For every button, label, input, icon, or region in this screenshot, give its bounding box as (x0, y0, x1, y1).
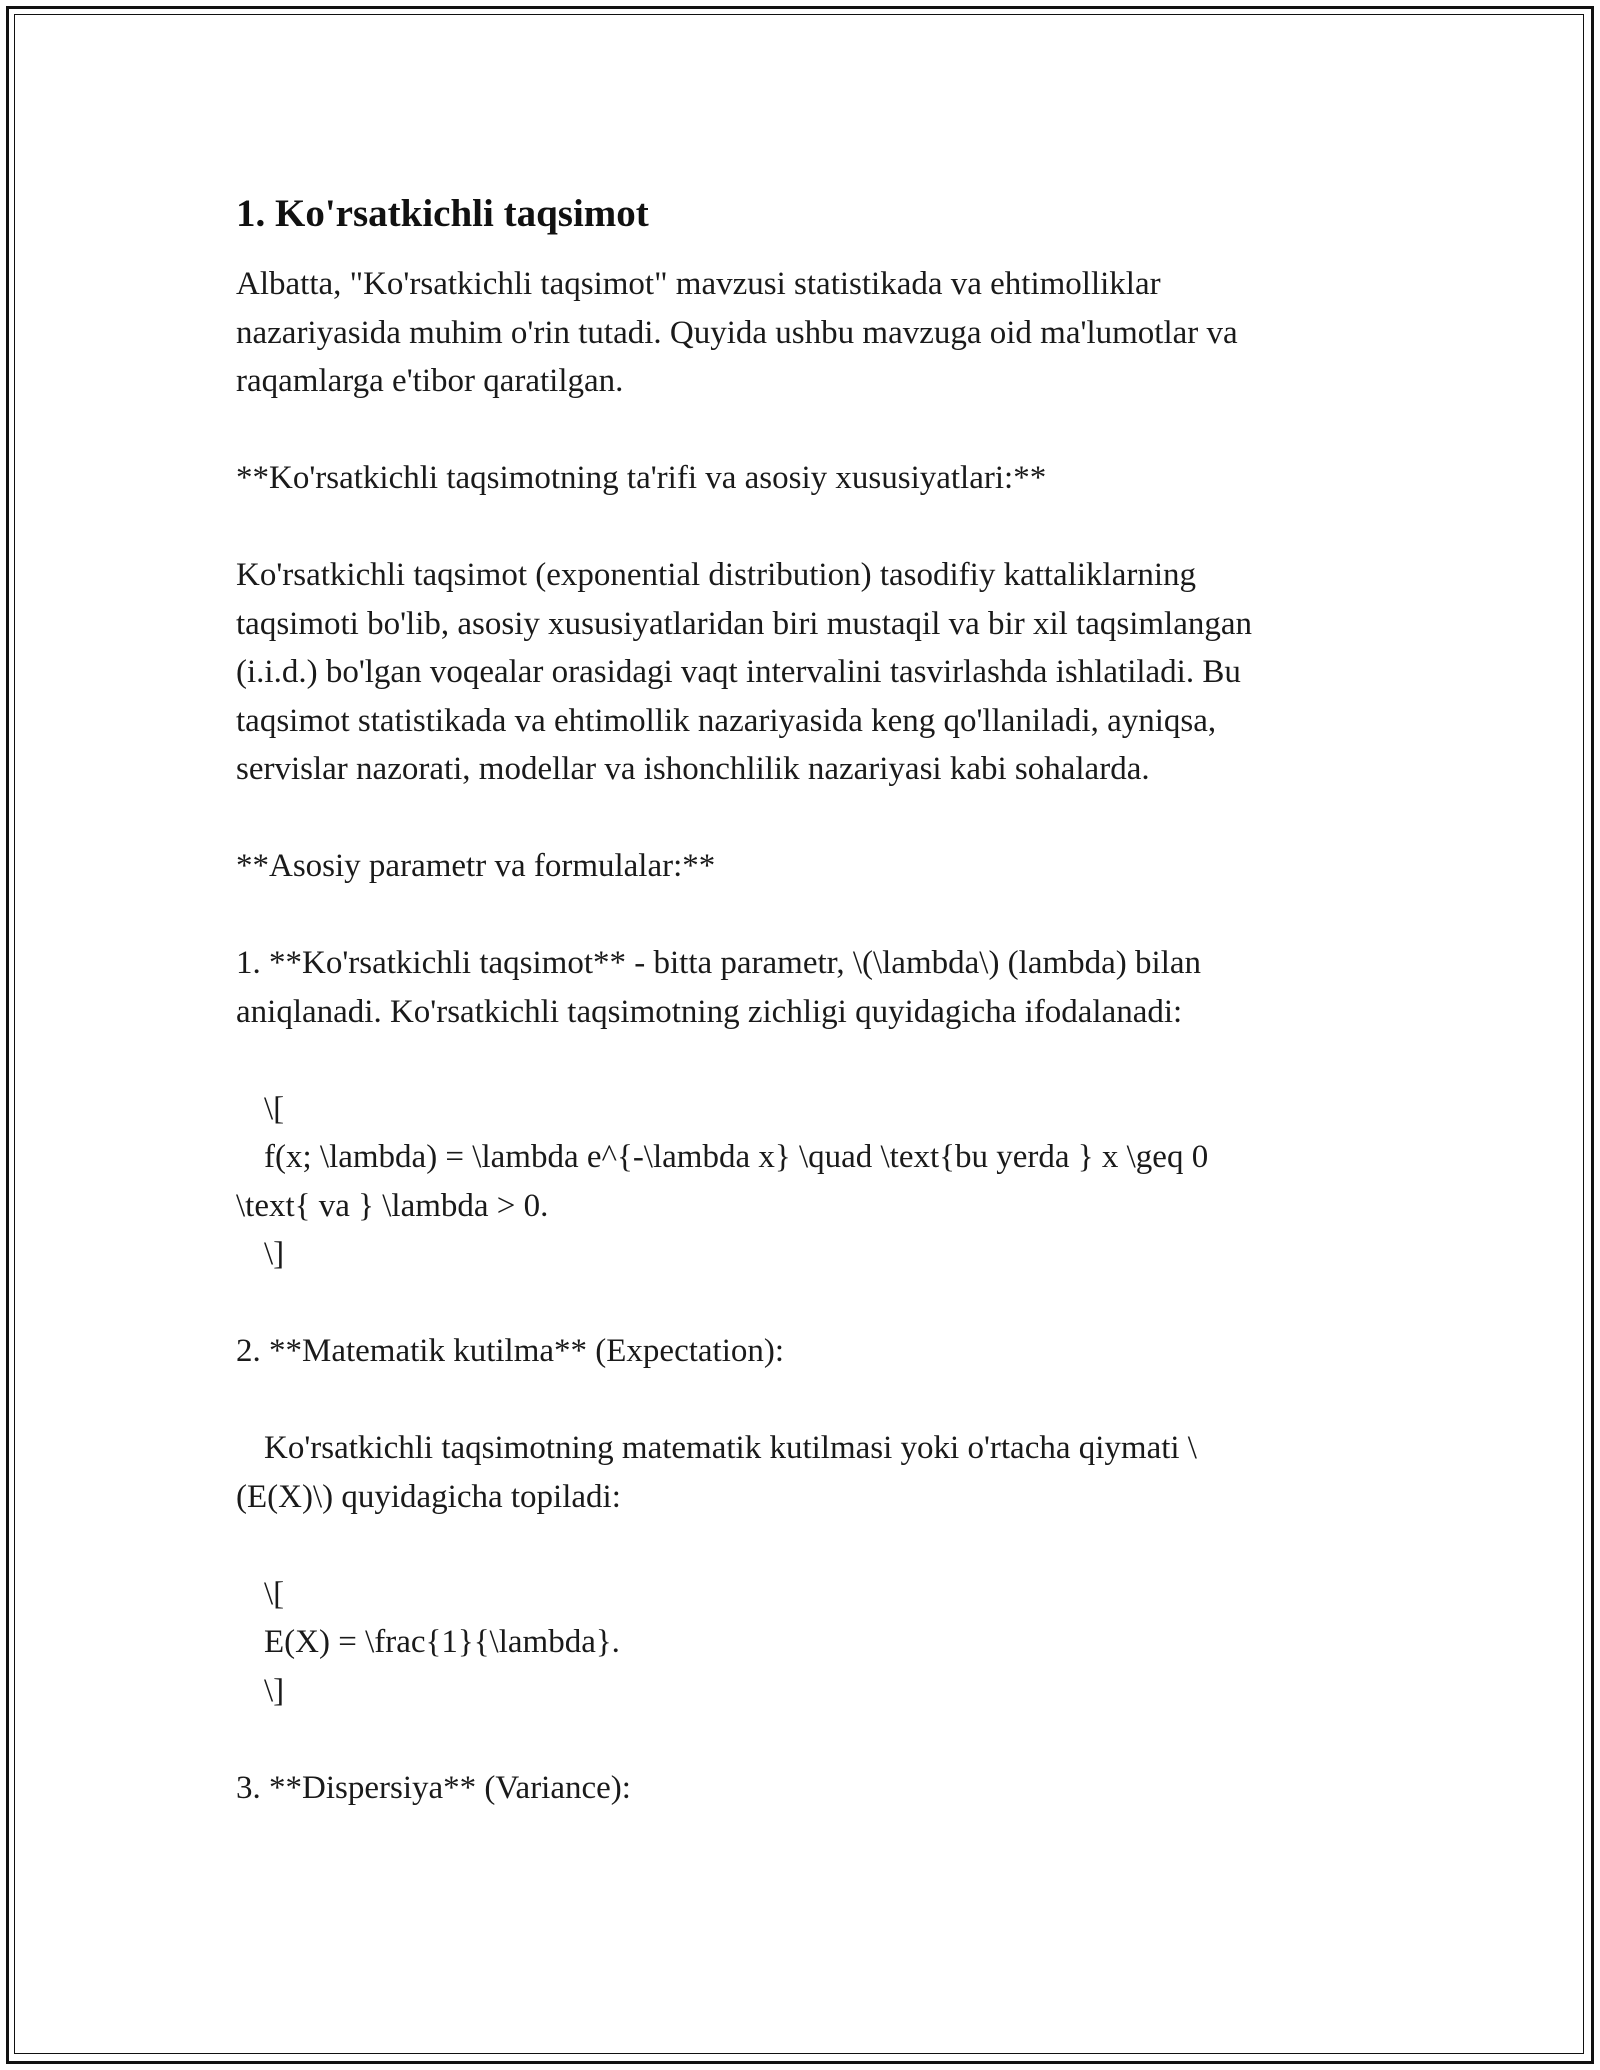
document-body (236, 188, 1386, 1812)
list-item-2-line: (E(X)\) quyidagicha topiladi: (236, 1478, 621, 1515)
formula-2-line: E(X) = \frac{1}{\lambda}. (264, 1624, 620, 1660)
formula-2-line: \[ (264, 1575, 285, 1612)
formula-1-line: \] (264, 1236, 285, 1272)
params-section-title: **Asosiy parametr va formulalar:** (236, 848, 716, 884)
blank-line (236, 1715, 1386, 1764)
definition-line: taqsimoti bo'lib, asosiy xususiyatlaridan biri mustaqil va bir xil taqsimlangan (236, 605, 1252, 642)
list-item-3-title: 3. **Dispersiya** (Variance): (236, 1769, 631, 1806)
definition-section-title: **Ko'rsatkichli taqsimotning ta'rifi va asosiy xususiyatlari:** (236, 460, 1047, 496)
blank-line (236, 794, 1386, 843)
formula-block-1 (236, 1085, 1386, 1279)
list-item-2-body (236, 1424, 1386, 1521)
intro-paragraph (236, 260, 1386, 406)
list-item-2-title: 2. **Matematik kutilma** (Expectation): (236, 1333, 785, 1369)
definition-line: servislar nazorati, modellar va ishonchlilik nazariyasi kabi sohalarda. (236, 751, 1150, 787)
blank-line (236, 1279, 1386, 1328)
definition-line: taqsimot statistikada va ehtimollik nazariyasida keng qo'llaniladi, ayniqsa, (236, 702, 1217, 739)
definition-line: Ko'rsatkichli taqsimot (exponential distribution) tasodifiy kattaliklarning (236, 557, 1197, 593)
blank-line (236, 891, 1386, 940)
intro-line: Albatta, "Ko'rsatkichli taqsimot" mavzusi statistikada va ehtimolliklar (236, 266, 1161, 302)
intro-line: nazariyasida muhim o'rin tutadi. Quyida ushbu mavzuga oid ma'lumotlar va (236, 314, 1238, 351)
list-item-2-line: Ko'rsatkichli taqsimotning matematik kutilmasi yoki o'rtacha qiymati \ (264, 1430, 1197, 1466)
formula-2-line: \] (264, 1672, 285, 1709)
formula-1-line: \text{ va } \lambda > 0. (236, 1187, 549, 1224)
formula-1-line: \[ (264, 1090, 285, 1127)
blank-line (236, 1376, 1386, 1425)
definition-paragraph (236, 551, 1386, 794)
list-item-1-line: 1. **Ko'rsatkichli taqsimot** - bitta parametr, \(\lambda\) (lambda) bilan (236, 945, 1202, 981)
document-heading: 1. Ko'rsatkichli taqsimot (236, 192, 649, 235)
formula-1-line: f(x; \lambda) = \lambda e^{-\lambda x} \quad \text{bu yerda } x \geq 0 (264, 1139, 1209, 1175)
blank-line (236, 1521, 1386, 1570)
blank-line (236, 503, 1386, 552)
definition-line: (i.i.d.) bo'lgan voqealar orasidagi vaqt intervalini tasvirlashda ishlatiladi. Bu (236, 654, 1241, 690)
blank-line (236, 406, 1386, 455)
list-item-1-line: aniqlanadi. Ko'rsatkichli taqsimotning zichligi quyidagicha ifodalanadi: (236, 993, 1183, 1030)
intro-line: raqamlarga e'tibor qaratilgan. (236, 363, 624, 399)
list-item-1 (236, 939, 1386, 1036)
blank-line (236, 1036, 1386, 1085)
formula-block-2 (236, 1570, 1386, 1716)
